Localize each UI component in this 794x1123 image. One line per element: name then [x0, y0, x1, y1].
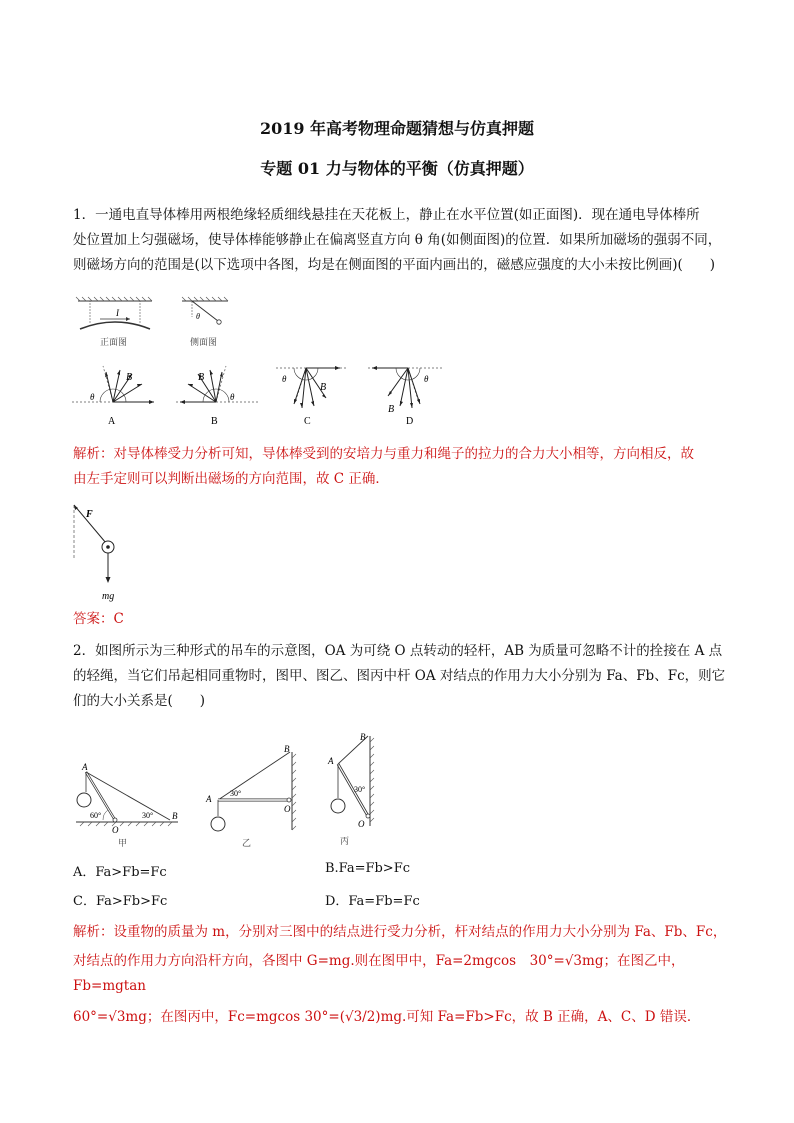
- crane-figure-yi: [205, 744, 296, 848]
- question-1-line: 则磁场方向的范围是(以下选项中各图，均是在侧面图的平面内画出的，磁感应强度的大小未按比例画)( ): [73, 257, 716, 273]
- q2-crane-figures: [70, 730, 390, 850]
- front-view-label: 正面图: [100, 337, 128, 347]
- point-o-label: O: [358, 819, 365, 829]
- analysis-line: 由左手定则可以判断出磁场的方向范围，故 C 正确．: [73, 471, 389, 487]
- force-f-label: F: [86, 509, 93, 520]
- point-b-label: B: [284, 744, 290, 754]
- option-b-figure: [176, 366, 258, 427]
- figure-label-yi: 乙: [242, 838, 252, 848]
- question-1-line: 1．一通电直导体棒用两根绝缘轻质细线悬挂在天花板上，静止在水平位置(如正面图)．现在通电导体棒所: [73, 207, 700, 223]
- angle-60-label: 60°: [90, 811, 102, 820]
- point-a-label: A: [328, 756, 334, 766]
- current-label: I: [116, 308, 119, 318]
- question-2-line: 2．如图所示为三种形式的吊车的示意图，OA 为可绕 O 点转动的轻杆，AB 为质量可忽略不计的拴接在 A 点: [73, 643, 723, 659]
- b-field-label: B: [388, 404, 395, 415]
- force-mg-label: mg: [102, 591, 115, 602]
- option-d-figure: [368, 366, 444, 427]
- option-d: D．Fa=Fb=Fc: [325, 894, 420, 909]
- theta-label: θ: [230, 392, 235, 402]
- question-2: [73, 639, 733, 714]
- point-a-label: A: [206, 794, 212, 804]
- question-2-line: 的轻绳，当它们吊起相同重物时，图甲、图乙、图丙中杆 OA 对结点的作用力大小分别为 Fa、Fb、Fc，则它: [73, 668, 726, 684]
- side-view-diagram: [182, 297, 228, 347]
- theta-label: θ: [424, 374, 429, 384]
- analysis-line: 解析：设重物的质量为 m，分别对三图中的结点进行受力分析，杆对结点的作用力大小分别为 Fa、Fb、Fc，: [73, 924, 727, 940]
- point-b-label: B: [172, 811, 178, 821]
- side-view-label: 侧面图: [190, 337, 218, 347]
- document-subtitle: 专题 01 力与物体的平衡（仿真押题）: [260, 159, 534, 178]
- option-c: C．Fa>Fb>Fc: [73, 894, 168, 909]
- option-c-label: C: [304, 416, 311, 427]
- crane-figure-bing: [327, 732, 374, 846]
- q1-option-figures: [68, 360, 448, 430]
- point-o-label: O: [112, 825, 119, 835]
- document-title: 2019 年高考物理命题猜想与仿真押题: [259, 119, 535, 138]
- figure-label-bing: 丙: [340, 836, 350, 846]
- analysis-line: 对结点的作用力方向沿杆方向，各图中 G=mg.则在图甲中，Fa=2mgcos 30°=√3mg；在图乙中，Fb=mgtan: [73, 953, 685, 994]
- q1-force-diagram: [68, 503, 148, 603]
- option-b: B.Fa=Fb>Fc: [325, 861, 411, 876]
- q1-answer: 答案：C: [73, 611, 124, 627]
- question-2-line: 们的大小关系是( ): [73, 693, 206, 709]
- theta-label: θ: [196, 312, 200, 321]
- b-field-label: B: [126, 372, 133, 383]
- crane-figure-jia: [76, 762, 178, 848]
- analysis-line: 解析：对导体棒受力分析可知，导体棒受到的安培力与重力和绳子的拉力的合力大小相等，方向相反，故: [73, 446, 694, 462]
- angle-30-label: 30°: [230, 789, 242, 798]
- theta-label: θ: [282, 374, 287, 384]
- front-view-diagram: [76, 297, 152, 347]
- point-o-label: O: [284, 804, 291, 814]
- question-1: [73, 203, 733, 278]
- option-c-figure: [276, 366, 348, 427]
- angle-30-label: 30°: [354, 785, 366, 794]
- b-field-label: B: [198, 372, 205, 383]
- option-b-label: B: [211, 416, 218, 427]
- b-field-label: B: [320, 382, 327, 393]
- option-d-label: D: [406, 416, 414, 427]
- option-a-figure: [72, 366, 154, 427]
- figure-label-jia: 甲: [118, 838, 128, 848]
- q2-analysis: [73, 920, 733, 1030]
- q1-analysis: [73, 442, 733, 492]
- q1-setup-figure: [70, 295, 270, 353]
- point-b-label: B: [360, 732, 366, 742]
- angle-30-label: 30°: [142, 811, 154, 820]
- option-a-label: A: [108, 416, 116, 427]
- option-a: A．Fa>Fb=Fc: [73, 865, 167, 880]
- analysis-line: 60°=√3mg；在图丙中，Fc=mgcos 30°=(√3/2)mg.可知 Fa=Fb>Fc，故 B 正确，A、C、D 错误．: [73, 1009, 701, 1025]
- theta-label: θ: [90, 392, 95, 402]
- question-1-line: 处位置加上匀强磁场，使导体棒能够静止在偏离竖直方向 θ 角(如侧面图)的位置．如果所加磁场的强弱不同，: [73, 232, 722, 248]
- point-a-label: A: [82, 762, 88, 772]
